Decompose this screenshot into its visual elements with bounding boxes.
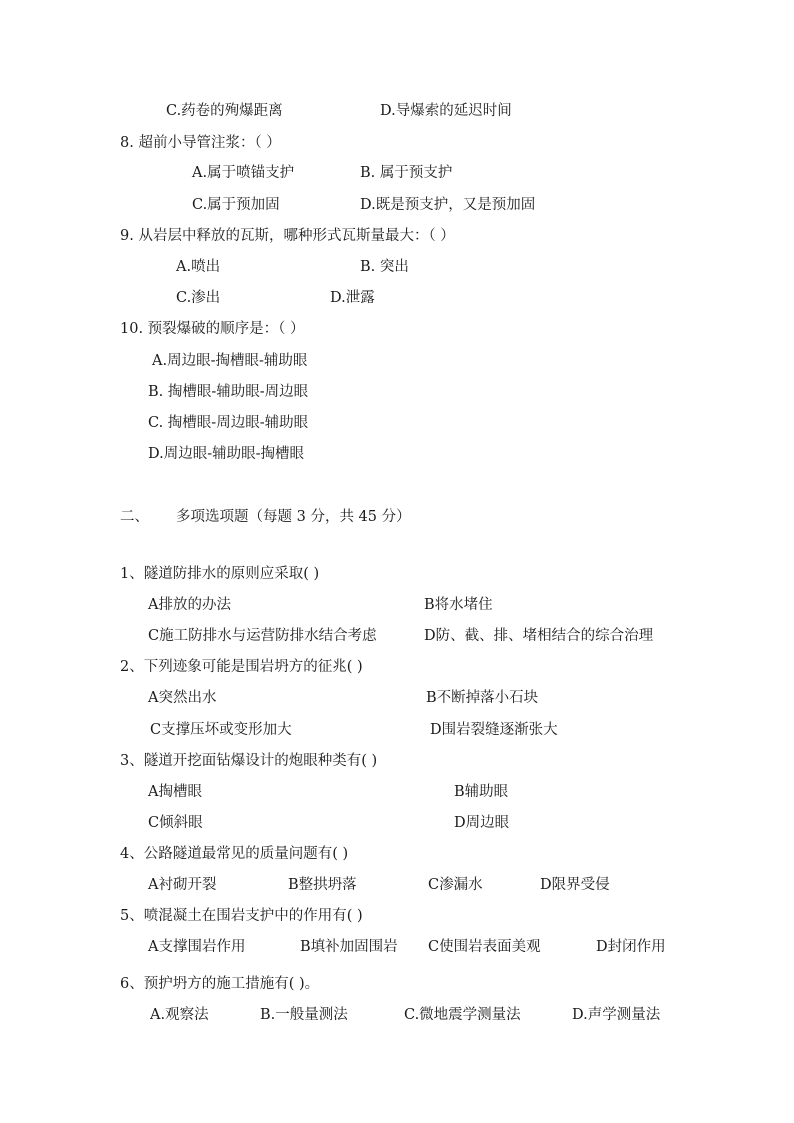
q9-option-c: C.渗出 — [176, 290, 221, 306]
m5-option-d: D封闭作用 — [596, 939, 666, 955]
q8-option-a: A.属于喷锚支护 — [192, 165, 295, 181]
q10-option-b: B. 掏槽眼-辅助眼-周边眼 — [148, 384, 309, 400]
q10-option-d: D.周边眼-辅助眼-掏槽眼 — [148, 446, 305, 462]
q9-option-a: A.喷出 — [176, 259, 221, 275]
m3-option-c: C倾斜眼 — [148, 815, 203, 831]
m3-option-b: B辅助眼 — [454, 784, 509, 800]
m4-option-a: A衬砌开裂 — [148, 877, 217, 893]
m2-option-c: C支撑压坏或变形加大 — [150, 722, 292, 738]
m2-option-a: A突然出水 — [148, 690, 217, 706]
m1-stem: 1、隧道防排水的原则应采取( ) — [120, 566, 320, 582]
m6-option-c: C.微地震学测量法 — [404, 1007, 521, 1023]
q7-option-d: D.导爆索的延迟时间 — [380, 103, 512, 119]
q8-option-c: C.属于预加固 — [192, 197, 280, 213]
q10-option-a: A.周边眼-掏槽眼-辅助眼 — [152, 353, 308, 369]
m6-option-a: A.观察法 — [150, 1007, 209, 1023]
m4-stem: 4、公路隧道最常见的质量问题有( ) — [120, 846, 349, 862]
section-title: 多项选项题（每题 3 分，共 45 分） — [176, 509, 411, 525]
m3-option-a: A掏槽眼 — [148, 784, 202, 800]
m3-stem: 3、隧道开挖面钻爆设计的炮眼种类有( ) — [120, 753, 378, 769]
q9-stem: 9. 从岩层中释放的瓦斯，哪种形式瓦斯量最大：（ ） — [120, 228, 455, 244]
section-number: 二、 — [120, 509, 149, 525]
m4-option-c: C渗漏水 — [428, 877, 483, 893]
m6-option-d: D.声学测量法 — [572, 1007, 661, 1023]
m4-option-d: D限界受侵 — [540, 877, 610, 893]
m1-option-d: D防、截、排、堵相结合的综合治理 — [424, 628, 654, 644]
m5-option-c: C使围岩表面美观 — [428, 939, 541, 955]
q8-stem: 8. 超前小导管注浆：（ ） — [120, 135, 281, 151]
m5-option-b: B填补加固围岩 — [300, 939, 398, 955]
q10-option-c: C. 掏槽眼-周边眼-辅助眼 — [148, 415, 309, 431]
q9-option-b: B. 突出 — [360, 259, 409, 275]
q10-stem: 10. 预裂爆破的顺序是：（ ） — [120, 321, 305, 337]
q9-option-d: D.泄露 — [330, 290, 375, 306]
m3-option-d: D周边眼 — [454, 815, 510, 831]
m6-option-b: B.一般量测法 — [260, 1007, 348, 1023]
q7-option-c: C.药卷的殉爆距离 — [166, 103, 283, 119]
m4-option-b: B整拱坍落 — [288, 877, 357, 893]
m1-option-a: A排放的办法 — [148, 597, 231, 613]
m2-option-b: B不断掉落小石块 — [426, 690, 539, 706]
q8-option-b: B. 属于预支护 — [360, 165, 453, 181]
m2-option-d: D围岩裂缝逐渐张大 — [430, 722, 558, 738]
m1-option-c: C施工防排水与运营防排水结合考虑 — [148, 628, 377, 644]
m2-stem: 2、下列迹象可能是围岩坍方的征兆( ) — [120, 659, 363, 675]
m5-stem: 5、喷混凝土在围岩支护中的作用有( ) — [120, 908, 363, 924]
q8-option-d: D.既是预支护，又是预加固 — [360, 197, 536, 213]
m1-option-b: B将水堵住 — [424, 597, 493, 613]
m6-stem: 6、预护坍方的施工措施有( )。 — [120, 976, 320, 992]
m5-option-a: A支撑围岩作用 — [148, 939, 246, 955]
